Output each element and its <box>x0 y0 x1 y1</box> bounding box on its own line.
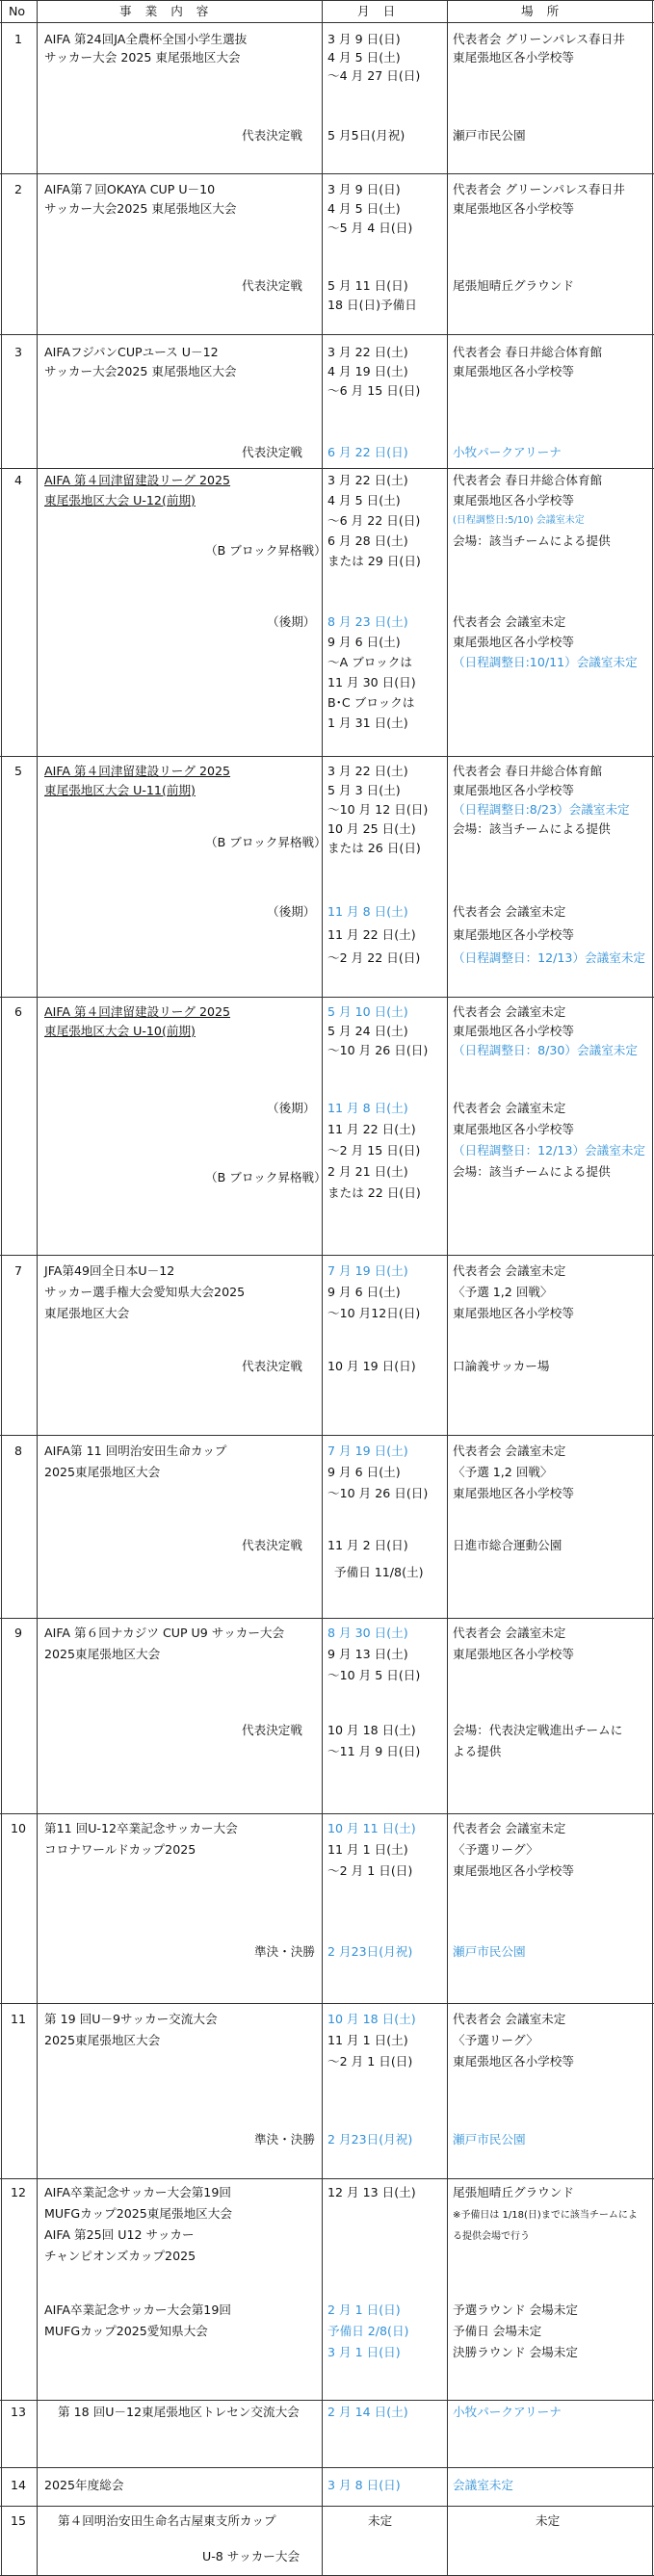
event-date: 9 月 6 日(土) <box>327 1465 401 1479</box>
event-date: 10 月 11 日(土) <box>327 1821 416 1835</box>
event-name: サッカー大会 2025 東尾張地区大会 <box>44 50 241 65</box>
row-divider <box>0 1255 654 1256</box>
event-date: 9 月 13 日(土) <box>327 1647 408 1661</box>
event-date: ～10 月 12 日(日) <box>327 802 429 817</box>
event-date: 1 月 31 日(土) <box>327 716 408 730</box>
event-stage: 代表決定戦 <box>242 1723 302 1737</box>
event-place: 口論義サッカー場 <box>453 1359 550 1373</box>
row-divider <box>0 2178 654 2179</box>
event-place: 代表者会 会議室未定 <box>453 2012 566 2026</box>
event-name: 2025東尾張地区大会 <box>44 2033 161 2047</box>
event-date: 2 月23日(月祝) <box>327 2132 413 2147</box>
event-stage: （B ブロック昇格戦） <box>205 1170 327 1184</box>
event-place: 代表者会 春日井総合体育館 <box>453 473 603 487</box>
row-divider <box>0 2467 654 2468</box>
event-place: 代表者会 会議室未定 <box>453 1263 566 1278</box>
row-number: 9 <box>14 1626 23 1640</box>
event-stage: （B ブロック昇格戦） <box>205 835 327 849</box>
event-name: AIFA 第４回津留建設リーグ 2025 <box>44 1004 231 1019</box>
row-divider <box>0 173 654 174</box>
event-date: 11 月 2 日(日) <box>327 1538 408 1552</box>
event-date: 7 月 19 日(土) <box>327 1444 408 1458</box>
event-date: B･C ブロックは <box>327 695 415 710</box>
event-date: 5 月 24 日(土) <box>327 1024 408 1038</box>
event-date: 3 月 9 日(日) <box>327 182 401 196</box>
event-name: サッカー大会2025 東尾張地区大会 <box>44 201 237 216</box>
event-place: 代表者会 会議室未定 <box>453 1444 566 1458</box>
row-divider <box>0 1618 654 1619</box>
event-date: 4 月 5 日(土) <box>327 201 401 216</box>
event-place: 代表者会 会議室未定 <box>453 1626 566 1640</box>
event-stage: 代表決定戦 <box>242 1359 302 1373</box>
event-name: AIFAフジパンCUPユース U－12 <box>44 345 219 359</box>
event-place: 代表者会 会議室未定 <box>453 1821 566 1835</box>
event-name: AIFA 第４回津留建設リーグ 2025 <box>44 764 231 778</box>
event-place: 代表者会 会議室未定 <box>453 614 566 629</box>
event-place: 代表者会 会議室未定 <box>453 1004 566 1019</box>
row-number: 8 <box>14 1444 23 1458</box>
header-date: 月 日 <box>357 4 401 18</box>
event-place: 東尾張地区各小学校等 <box>453 1647 574 1661</box>
event-place: （日程調整日：12/13）会議室未定 <box>453 950 646 965</box>
event-date: 3 月 22 日(土) <box>327 345 408 359</box>
event-name: 東尾張地区大会 U-10(前期) <box>44 1024 196 1038</box>
event-date: ～2 月 1 日(日) <box>327 2054 413 2069</box>
column-divider <box>447 0 448 2576</box>
event-date: 3 月 1 日(日) <box>327 2345 401 2359</box>
event-stage: 代表決定戦 <box>242 128 302 143</box>
header-content: 事 業 内 容 <box>119 4 214 18</box>
event-place: 東尾張地区各小学校等 <box>453 1863 574 1878</box>
event-place: 東尾張地区各小学校等 <box>453 2054 574 2069</box>
event-name: AIFA 第25回 U12 サッカー <box>44 2227 195 2242</box>
event-note: る提供会場で行う <box>453 2231 530 2242</box>
event-date: または 26 日(日) <box>327 841 421 855</box>
event-place: （日程調整日：8/30）会議室未定 <box>453 1043 638 1057</box>
event-name: 第４回明治安田生命名古屋東支所カップ <box>58 2513 276 2528</box>
event-note: ※予備日は 1/18(日)までに該当チームによ <box>453 2210 638 2221</box>
event-stage: 代表決定戦 <box>242 445 302 459</box>
event-name: 東尾張地区大会 U-11(前期) <box>44 783 196 797</box>
event-date: 10 月 25 日(土) <box>327 821 416 836</box>
event-stage: （後期） <box>267 904 316 919</box>
event-date: ～5 月 4 日(日) <box>327 221 413 235</box>
event-name: AIFA第７回OKAYA CUP U－10 <box>44 182 216 196</box>
event-name: 2025東尾張地区大会 <box>44 1647 161 1661</box>
event-date: 6 月 28 日(土) <box>327 533 408 548</box>
row-divider <box>0 1435 654 1436</box>
event-place: 代表者会 会議室未定 <box>453 1101 566 1115</box>
event-date: 10 月 18 日(土) <box>327 1723 416 1737</box>
event-date: 4 月 5 日(土) <box>327 50 401 65</box>
event-place: 代表者会 グリーンパレス春日井 <box>453 32 625 46</box>
event-date: 4 月 5 日(土) <box>327 493 401 507</box>
event-date: 10 月 19 日(日) <box>327 1359 416 1373</box>
table-border <box>652 0 653 2576</box>
event-name: 第 18 回U－12東尾張地区トレセン交流大会 <box>58 2405 300 2419</box>
event-date: ～2 月 22 日(日) <box>327 950 421 965</box>
event-place: 会場：該当チームによる提供 <box>453 1164 611 1179</box>
event-date: ～2 月 1 日(日) <box>327 1863 413 1878</box>
row-number: 6 <box>14 1004 23 1019</box>
row-divider <box>0 2506 654 2507</box>
event-date: 2 月 1 日(日) <box>327 2303 401 2317</box>
event-date: 5 月 11 日(日) <box>327 278 408 293</box>
event-place: 未定 <box>536 2513 561 2528</box>
event-date: 2 月23日(月祝) <box>327 1944 413 1959</box>
event-stage: 代表決定戦 <box>242 278 302 293</box>
row-number: 3 <box>14 345 23 359</box>
event-date: 9 月 6 日(土) <box>327 635 401 649</box>
event-place: 代表者会 春日井総合体育館 <box>453 764 603 778</box>
event-place: 東尾張地区各小学校等 <box>453 635 574 649</box>
event-place: 東尾張地区各小学校等 <box>453 783 574 797</box>
event-date: 11 月 30 日(日) <box>327 675 416 690</box>
event-place: 会場：該当チームによる提供 <box>453 821 611 836</box>
row-number: 13 <box>11 2405 27 2419</box>
event-date: 5 月5日(月祝) <box>327 128 405 143</box>
event-name: MUFGカップ2025愛知県大会 <box>44 2324 208 2338</box>
event-date: 2 月 21 日(土) <box>327 1164 408 1179</box>
event-place: 小牧パークアリーナ <box>453 2405 562 2419</box>
event-place: （日程調整日:10/11）会議室未定 <box>453 655 638 669</box>
event-place: （日程調整日：12/13）会議室未定 <box>453 1143 646 1158</box>
event-date: 5 月 3 日(土) <box>327 783 401 797</box>
row-divider <box>0 468 654 469</box>
row-divider <box>0 997 654 998</box>
event-date: ～10 月12日(日) <box>327 1306 421 1320</box>
event-place: 〈予選リーグ〉 <box>453 2033 538 2047</box>
event-date: 5 月 10 日(土) <box>327 1004 408 1019</box>
event-date: ～10 月 5 日(日) <box>327 1668 421 1682</box>
event-place: 〈予選リーグ〉 <box>453 1842 538 1857</box>
row-number: 7 <box>14 1263 23 1278</box>
event-name: コロナワールドカップ2025 <box>44 1842 196 1857</box>
event-date: 3 月 9 日(日) <box>327 32 401 46</box>
event-date: 予備日 2/8(日) <box>327 2324 409 2338</box>
event-date: 18 日(日)予備日 <box>327 298 417 312</box>
event-date: ～4 月 27 日(日) <box>327 68 421 83</box>
event-date: ～2 月 15 日(日) <box>327 1143 421 1158</box>
event-name: AIFA 第６回ナカジツ CUP U9 サッカー大会 <box>44 1626 285 1640</box>
event-name: AIFA 第４回津留建設リーグ 2025 <box>44 473 231 487</box>
row-divider <box>0 2400 654 2401</box>
event-place: 〈予選 1,2 回戦〉 <box>453 1465 553 1479</box>
event-name: MUFGカップ2025東尾張地区大会 <box>44 2206 232 2221</box>
row-number: 10 <box>11 1821 27 1835</box>
event-place: 尾張旭晴丘グラウンド <box>453 2185 574 2199</box>
event-date: 未定 <box>368 2513 393 2528</box>
event-name: 2025東尾張地区大会 <box>44 1465 161 1479</box>
event-stage: 代表決定戦 <box>242 1538 302 1552</box>
event-place: 東尾張地区各小学校等 <box>453 927 574 942</box>
event-date: ～6 月 22 日(日) <box>327 513 421 528</box>
event-date: ～A ブロックは <box>327 655 412 669</box>
row-divider <box>0 2003 654 2004</box>
event-name: 東尾張地区大会 U-12(前期) <box>44 493 196 507</box>
row-divider <box>0 334 654 335</box>
event-name: チャンピオンズカップ2025 <box>44 2249 196 2263</box>
event-place: (日程調整日:5/10) 会議室未定 <box>453 515 585 526</box>
column-divider <box>37 0 38 2576</box>
event-date: または 22 日(日) <box>327 1185 421 1200</box>
row-number: 2 <box>14 182 23 196</box>
event-place: 東尾張地区各小学校等 <box>453 493 574 507</box>
event-date: 11 月 22 日(土) <box>327 927 416 942</box>
event-name: サッカー選手権大会愛知県大会2025 <box>44 1285 246 1299</box>
event-place: 東尾張地区各小学校等 <box>453 50 574 65</box>
table-border <box>1 0 2 2576</box>
event-name: JFA第49回全日本U－12 <box>44 1263 175 1278</box>
event-date: ～11 月 9 日(日) <box>327 1744 421 1758</box>
event-name: U-8 サッカー大会 <box>202 2549 301 2563</box>
header-no: No <box>9 4 26 18</box>
event-place: 予選ラウンド 会場未定 <box>453 2303 578 2317</box>
event-place: 尾張旭晴丘グラウンド <box>453 278 574 293</box>
event-stage: 準決・決勝 <box>254 2132 315 2147</box>
event-stage: 準決・決勝 <box>254 1944 315 1959</box>
event-date: 2 月 14 日(土) <box>327 2405 408 2419</box>
event-date: ～10 月 26 日(日) <box>327 1043 429 1057</box>
event-name: 東尾張地区大会 <box>44 1306 130 1320</box>
row-number: 11 <box>11 2012 27 2026</box>
row-divider <box>0 22 654 23</box>
column-divider <box>322 0 323 2576</box>
row-number: 12 <box>11 2185 27 2199</box>
event-date: 8 月 23 日(土) <box>327 614 408 629</box>
event-place: 小牧パークアリーナ <box>453 445 562 459</box>
event-date: 11 月 1 日(土) <box>327 2033 408 2047</box>
event-place: 瀬戸市民公園 <box>453 2132 526 2147</box>
event-place: 東尾張地区各小学校等 <box>453 1122 574 1136</box>
event-place: 東尾張地区各小学校等 <box>453 1024 574 1038</box>
event-date: 11 月 22 日(土) <box>327 1122 416 1136</box>
event-stage: （B ブロック昇格戦） <box>205 543 327 558</box>
event-place: 瀬戸市民公園 <box>453 1944 526 1959</box>
event-place: 代表者会 グリーンパレス春日井 <box>453 182 625 196</box>
event-date: 予備日 11/8(土) <box>334 1565 424 1579</box>
event-date: 3 月 8 日(日) <box>327 2478 401 2492</box>
event-name: AIFA第 11 回明治安田生命カップ <box>44 1444 227 1458</box>
event-date: 8 月 30 日(土) <box>327 1626 408 1640</box>
event-date: または 29 日(日) <box>327 554 421 568</box>
event-date: ～10 月 26 日(日) <box>327 1486 429 1500</box>
event-place: 日進市総合運動公園 <box>453 1538 562 1552</box>
event-name: 2025年度総会 <box>44 2478 124 2492</box>
event-name: AIFA卒業記念サッカー大会第19回 <box>44 2185 231 2199</box>
event-date: 7 月 19 日(土) <box>327 1263 408 1278</box>
event-date: 6 月 22 日(日) <box>327 445 408 459</box>
row-divider <box>0 1813 654 1814</box>
row-number: 15 <box>11 2513 27 2528</box>
row-number: 1 <box>14 32 23 46</box>
event-place: 予備日 会場未定 <box>453 2324 542 2338</box>
event-place: 東尾張地区各小学校等 <box>453 201 574 216</box>
event-place: 東尾張地区各小学校等 <box>453 364 574 378</box>
event-date: 11 月 8 日(土) <box>327 1101 408 1115</box>
row-number: 14 <box>11 2478 27 2492</box>
event-date: 10 月 18 日(土) <box>327 2012 416 2026</box>
event-date: 9 月 6 日(土) <box>327 1285 401 1299</box>
event-place: 瀬戸市民公園 <box>453 128 526 143</box>
event-place: 代表者会 春日井総合体育館 <box>453 345 603 359</box>
event-name: サッカー大会2025 東尾張地区大会 <box>44 364 237 378</box>
event-stage: （後期） <box>267 614 316 629</box>
event-date: 4 月 19 日(土) <box>327 364 408 378</box>
event-name: 第 19 回U－9サッカー交流大会 <box>44 2012 218 2026</box>
row-divider <box>0 756 654 757</box>
event-name: 第11 回U-12卒業記念サッカー大会 <box>44 1821 238 1835</box>
event-place: 東尾張地区各小学校等 <box>453 1306 574 1320</box>
event-place: 会場：該当チームによる提供 <box>453 533 611 548</box>
event-date: 3 月 22 日(土) <box>327 764 408 778</box>
header-place: 場 所 <box>521 4 564 18</box>
event-date: 3 月 22 日(土) <box>327 473 408 487</box>
event-place: 会議室未定 <box>453 2478 513 2492</box>
event-place: （日程調整日:8/23）会議室未定 <box>453 802 630 817</box>
event-date: 11 月 1 日(土) <box>327 1842 408 1857</box>
event-date: 12 月 13 日(土) <box>327 2185 416 2199</box>
event-date: ～6 月 15 日(日) <box>327 383 421 398</box>
event-place: 決勝ラウンド 会場未定 <box>453 2345 578 2359</box>
event-place: 〈予選 1,2 回戦〉 <box>453 1285 553 1299</box>
event-place: 代表者会 会議室未定 <box>453 904 566 919</box>
event-date: 11 月 8 日(土) <box>327 904 408 919</box>
row-number: 4 <box>14 473 23 487</box>
row-number: 5 <box>14 764 23 778</box>
event-name: AIFA 第24回JA全農杯全国小学生選抜 <box>44 32 248 46</box>
event-name: AIFA卒業記念サッカー大会第19回 <box>44 2303 231 2317</box>
event-place: 東尾張地区各小学校等 <box>453 1486 574 1500</box>
event-place: 会場：代表決定戦進出チームに <box>453 1723 623 1737</box>
event-place: よる提供 <box>453 1744 502 1758</box>
event-stage: （後期） <box>267 1101 316 1115</box>
row-divider <box>0 0 654 1</box>
